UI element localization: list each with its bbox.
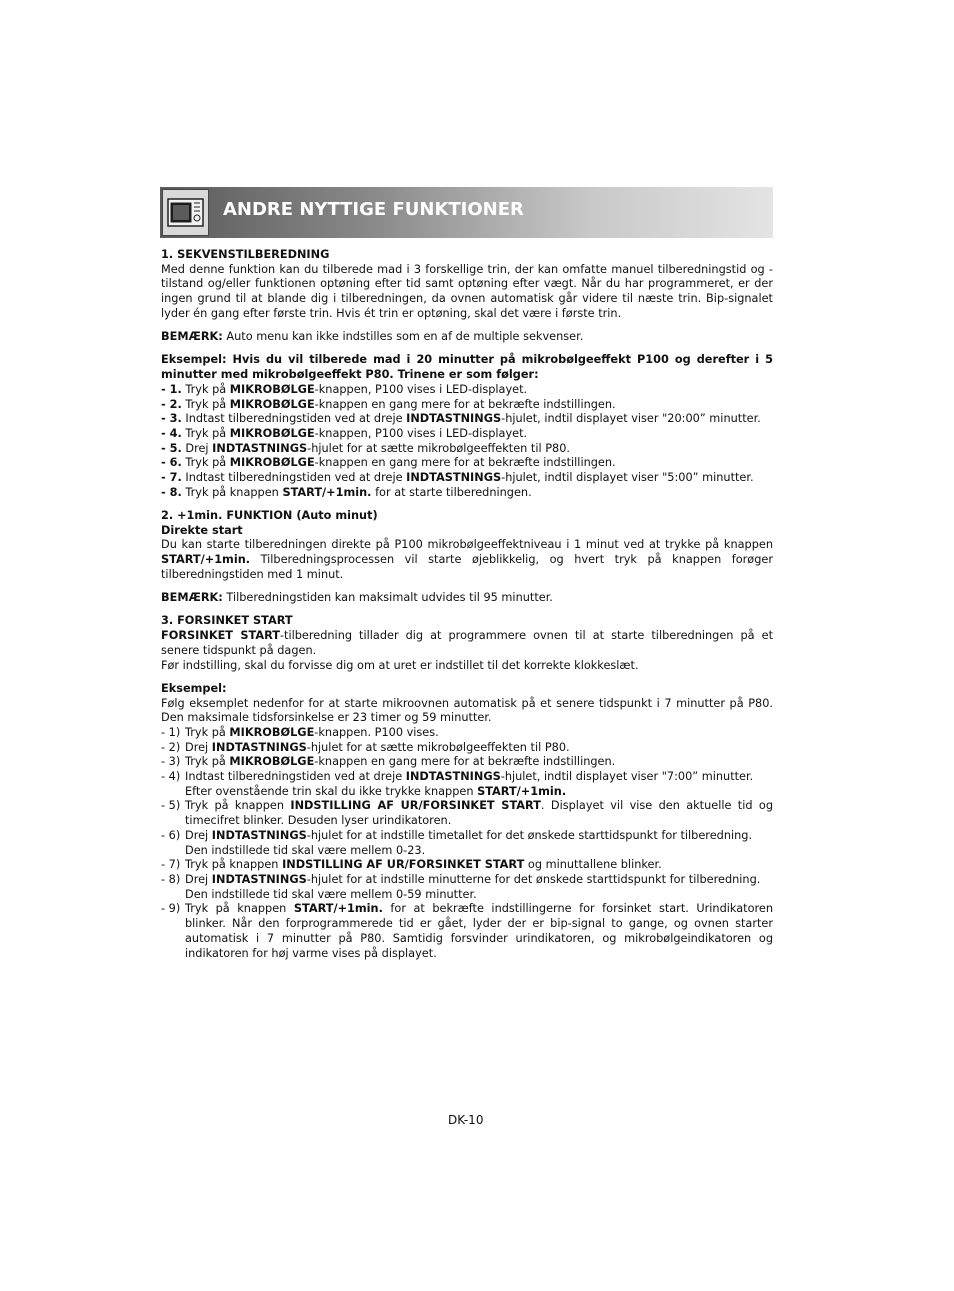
section-header bbox=[160, 187, 773, 238]
section-2-paragraph: Du kan starte tilberedningen direkte på P100 mikrobølgeeffektniveau i 1 minut ved at trykke på knappen START/+1min. Tilberedningsprocessen vil starte øjeblikkelig, og hvert tryk på knappen forøger tilberedningstiden med 1 minut. bbox=[161, 538, 773, 581]
list-item: - 4. Tryk på MIKROBØLGE-knappen, P100 vises i LED-displayet. bbox=[161, 426, 528, 440]
list-item: - 8. Tryk på knappen START/+1min. for at starte tilberedningen. bbox=[161, 485, 532, 499]
list-item: - 5. Drej INDTASTNINGS-hjulet for at sætte mikrobølgeeffekten til P80. bbox=[161, 441, 570, 455]
list-item: - 9) Tryk på knappen START/+1min. for at bekræfte indstillingerne for forsinket start. Urindikatoren blinker. Når den forprogrammerede tid er gået, lyder der er bip-signal to gange, og ovnen starter automatisk i 7 minutter på P80. Samtidig forsvinder urindikatoren, og mikrobølgeindikatoren og indikatoren for høj varme vises på displayet. bbox=[161, 902, 774, 960]
section-1-note: BEMÆRK: Auto menu kan ikke indstilles som en af de multiple sekvenser. bbox=[161, 330, 584, 344]
section-2-note: BEMÆRK: Tilberedningstiden kan maksimalt udvides til 95 minutter. bbox=[161, 591, 553, 605]
list-item: - 6. Tryk på MIKROBØLGE-knappen en gang mere for at bekræfte indstillingen. bbox=[161, 456, 616, 470]
page-title: ANDRE NYTTIGE FUNKTIONER bbox=[223, 199, 524, 220]
section-1-example-title: Eksempel: Hvis du vil tilberede mad i 20 minutter på mikrobølgeeffekt P100 og derefter i 5 minutter med mikrobølgeeffekt P80. Trinene er som følger: bbox=[161, 353, 773, 382]
list-item: - 2. Tryk på MIKROBØLGE-knappen en gang mere for at bekræfte indstillingen. bbox=[161, 397, 616, 411]
list-item: - 7) Tryk på knappen INDSTILLING AF UR/FORSINKET START og minuttallene blinker. bbox=[161, 858, 662, 872]
main-content bbox=[161, 248, 773, 961]
list-item: - 1) Tryk på MIKROBØLGE-knappen. P100 vises. bbox=[161, 725, 439, 739]
microwave-icon bbox=[162, 189, 209, 236]
list-item: - 2) Drej INDTASTNINGS-hjulet for at sætte mikrobølgeeffekten til P80. bbox=[161, 740, 570, 754]
section-2-subheading: Direkte start bbox=[161, 523, 243, 537]
section-3-example-intro: Følg eksemplet nedenfor for at starte mikroovnen automatisk på et senere tidspunkt i 7 minutter på P80. Den maksimale tidsforsinkelse er 23 timer og 59 minutter. bbox=[161, 696, 773, 725]
section-3-paragraph-1: FORSINKET START-tilberedning tillader dig at programmere ovnen til at starte tilberedningen på et senere tidspunkt på dagen. bbox=[161, 629, 773, 657]
list-item: - 3) Tryk på MIKROBØLGE-knappen en gang mere for at bekræfte indstillingen. bbox=[161, 755, 616, 769]
section-2-heading: 2. +1min. FUNKTION (Auto minut) bbox=[161, 509, 378, 523]
section-3-example-label: Eksempel: bbox=[161, 681, 227, 695]
section-3-heading: 3. FORSINKET START bbox=[161, 614, 293, 628]
section-1-heading: 1. SEKVENSTILBEREDNING bbox=[161, 248, 330, 261]
section-3-paragraph-2: Før indstilling, skal du forvisse dig om at uret er indstillet til det korrekte klokkeslæt. bbox=[161, 658, 639, 672]
list-item: - 1. Tryk på MIKROBØLGE-knappen, P100 vises i LED-displayet. bbox=[161, 382, 528, 396]
list-item: - 7. Indtast tilberedningstiden ved at dreje INDTASTNINGS-hjulet, indtil displayet viser "5:00” minutter. bbox=[161, 471, 754, 485]
section-1-steps bbox=[161, 383, 773, 501]
list-item: - 5) Tryk på knappen INDSTILLING AF UR/FORSINKET START. Displayet vil vise den aktuelle tid og timecifret blinker. Desuden lyser urindikatoren. bbox=[161, 799, 773, 828]
section-3-steps bbox=[161, 726, 773, 961]
list-item: - 8) Drej INDTASTNINGS-hjulet for at indstille minutterne for det ønskede starttidspunkt for tilberedning. Den indstillede tid skal være mellem 0-59 minutter. bbox=[161, 872, 761, 901]
page-number: DK-10 bbox=[448, 1113, 484, 1127]
list-item: - 6) Drej INDTASTNINGS-hjulet for at indstille timetallet for det ønskede starttidspunkt for tilberedning. Den indstillede tid skal være mellem 0-23. bbox=[161, 828, 753, 857]
list-item: - 4) Indtast tilberedningstiden ved at dreje INDTASTNINGS-hjulet, indtil displayet viser "7:00” minutter. Efter ovenstående trin skal du ikke trykke knappen START/+1min. bbox=[161, 770, 754, 798]
section-1-intro: Med denne funktion kan du tilberede mad i 3 forskellige trin, der kan omfatte manuel tilberedningstid og -tilstand og/eller funktionen optøning efter tid samt optøning efter vægt. Når du har programmeret, er der ingen grund til at blande dig i tilberedningen, da ovnen automatisk går videre til næste trin. Bip-signalet lyder én gang efter første trin. Hvis ét trin er optøning, skal det være i første trin. bbox=[161, 262, 773, 320]
list-item: - 3. Indtast tilberedningstiden ved at dreje INDTASTNINGS-hjulet, indtil displayet viser "20:00” minutter. bbox=[161, 412, 761, 426]
